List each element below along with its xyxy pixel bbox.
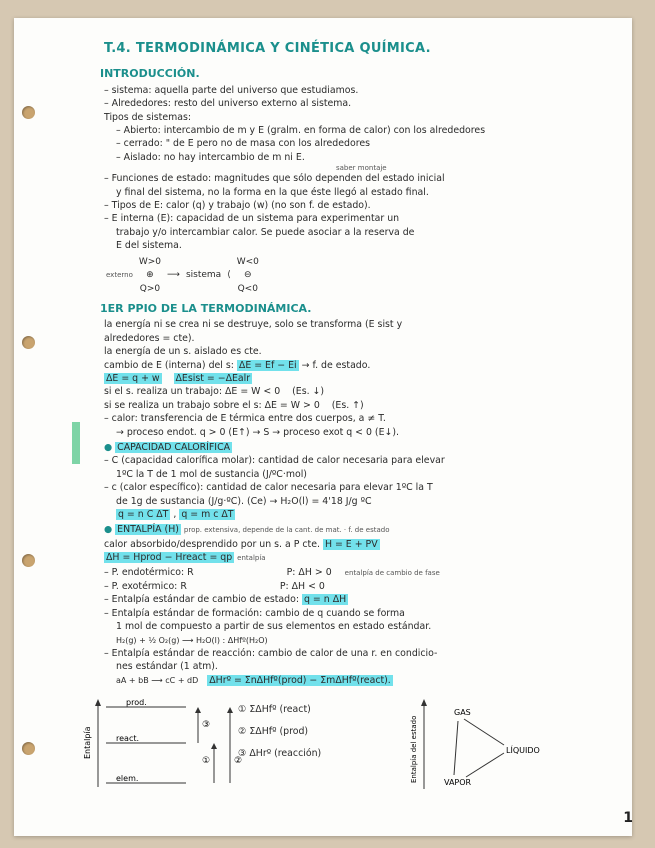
side-note: saber montaje	[336, 164, 387, 173]
note-line	[86, 580, 586, 593]
phase-liquid: LÍQUIDO	[506, 746, 540, 756]
note-text: → f. de estado.	[301, 359, 371, 371]
diagram-system: sistema	[185, 270, 222, 281]
diagram-output	[237, 256, 259, 296]
note-text: calor absorbido/desprendido por un s. a P cte.	[104, 538, 320, 550]
page-title: T.4. TERMODINÁMICA Y CINÉTICA QUÍMICA.	[104, 41, 431, 56]
note-line: – E interna (E): capacidad de un sistema para experimentar un	[104, 213, 400, 225]
highlight-formula: q = m c ΔT	[181, 509, 234, 520]
note-line: 1ºC la T de 1 mol de sustancia (J/ºC·mol)	[116, 468, 307, 480]
note-line	[86, 566, 586, 580]
note-line: y final del sistema, no la forma en la que éste llegó al estado final.	[116, 186, 429, 198]
side-note: entalpía	[237, 554, 266, 563]
note-line	[86, 372, 586, 385]
energy-exchange-diagram	[106, 256, 586, 296]
note-line: alrededores = cte).	[104, 332, 195, 344]
enthalpy-steps	[238, 699, 321, 765]
step-marker-2: ②	[234, 756, 243, 767]
axis-label: Entalpía	[83, 726, 92, 760]
step-marker-3: ③	[202, 720, 211, 731]
note-line: – Aislado: no hay intercambio de m ni E.	[116, 151, 305, 163]
note-line: ● CAPACIDAD CALORÍFICA	[104, 441, 231, 453]
step-marker-1: ①	[202, 756, 211, 767]
highlight-formula: ΔE = q + w	[106, 372, 160, 384]
highlight-formula: ΔH = Hprod − Hreact = qp	[106, 552, 233, 564]
note-text: – P. endotérmico: R	[104, 566, 194, 578]
step-line: ③ ΔHrº (reacción)	[238, 748, 322, 760]
note-line: – calor: transferencia de E térmica entre dos cuerpos, a ≠ T.	[104, 413, 386, 425]
level-label-react: react.	[116, 734, 140, 744]
highlight-formula: q = n ΔH	[304, 594, 347, 606]
note-line: – Alrededores: resto del universo externo al sistema.	[104, 98, 352, 110]
section-heading-first-law: 1ER PPIO DE LA TERMODINÁMICA.	[100, 301, 312, 315]
note-line: – Funciones de estado: magnitudes que sólo dependen del estado inicial	[104, 173, 445, 185]
note-line: la energía ni se crea ni se destruye, solo se transforma (E sist y	[104, 319, 403, 331]
note-text: cambio de E (interna) del s:	[104, 359, 234, 371]
minus-icon: ⊖	[244, 270, 252, 281]
diagram-input	[139, 256, 161, 296]
note-line	[86, 385, 586, 398]
binder-hole	[22, 554, 35, 567]
diagram-out-heat: Q<0	[237, 283, 258, 294]
note-line: E del sistema.	[116, 240, 182, 252]
phase-vapor: VAPOR	[444, 778, 472, 788]
note-line: Tipos de sistemas:	[104, 111, 192, 123]
diagram-left-label: externo	[106, 271, 133, 280]
enthalpy-diagrams	[83, 698, 586, 794]
page-number: 1	[623, 810, 633, 826]
arrow-split-icon: ⟨	[227, 270, 231, 281]
note-line	[86, 538, 586, 551]
note-line: → proceso endot. q > 0 (E↑) → S → proceso exot q < 0 (E↓).	[116, 426, 400, 438]
note-text: P: ΔH > 0	[286, 566, 332, 578]
note-line: – cerrado: " de E pero no de masa con los alrededores	[116, 138, 371, 150]
note-text: – Entalpía estándar de cambio de estado:	[104, 594, 300, 606]
note-line	[86, 399, 586, 412]
binder-hole	[22, 336, 35, 349]
note-line: ● ENTALPÍA (H) prop. extensiva, depende de la cant. de mat. · f. de estado	[104, 524, 390, 536]
side-note: prop. extensiva, depende de la cant. de mat. · f. de estado	[183, 526, 390, 535]
note-line	[86, 593, 586, 606]
note-line: – c (calor específico): cantidad de calor necesaria para elevar 1ºC la T	[104, 482, 433, 494]
diagram-in-heat: Q>0	[139, 283, 161, 294]
note-line: – Tipos de E: calor (q) y trabajo (w) (no son f. de estado).	[104, 200, 371, 212]
highlight-heading: ENTALPÍA (H)	[117, 524, 179, 536]
note-line: trabajo y/o intercambiar calor. Se puede asociar a la reserva de	[116, 226, 415, 238]
diagram-in-work: W>0	[138, 256, 162, 267]
step-line: ② ΣΔHfº (prod)	[238, 726, 309, 738]
note-line: de 1g de sustancia (J/g·ºC). (Ce) → H₂O(l) = 4'18 J/g ºC	[116, 495, 372, 507]
highlight-formula: ΔHrº = ΣnΔHfº(prod) − ΣmΔHfº(react).	[209, 674, 391, 686]
arrow-right-icon: ⟶	[167, 270, 180, 281]
note-text: P: ΔH < 0	[279, 581, 325, 593]
note-text: aA + bB ⟶ cC + dD	[116, 675, 199, 685]
plus-icon: ⊕	[146, 270, 154, 281]
highlight-formula: q = n C ΔT	[118, 509, 169, 520]
phase-change-diagram	[406, 693, 566, 793]
section-heading-intro: INTRODUCCIÓN.	[100, 67, 200, 81]
note-line	[86, 359, 586, 372]
note-line	[86, 551, 586, 565]
note-line: – C (capacidad calorífica molar): cantidad de calor necesaria para elevar	[104, 455, 445, 467]
note-line: q = n C ΔT , q = m c ΔT	[118, 509, 234, 520]
highlight-formula: ΔE = Ef − Ei	[238, 359, 297, 371]
note-line	[86, 674, 586, 687]
note-text: si el s. realiza un trabajo: ΔE = W < 0	[104, 386, 281, 398]
note-line: la energía de un s. aislado es cte.	[104, 346, 262, 358]
note-line: nes estándar (1 atm).	[116, 661, 218, 673]
highlight-formula: ΔEsist = −ΔEalr	[175, 372, 251, 384]
note-text: si se realiza un trabajo sobre el s: ΔE = W > 0	[104, 399, 320, 411]
note-text: (Es. ↑)	[331, 399, 364, 411]
highlight-heading: CAPACIDAD CALORÍFICA	[117, 441, 231, 453]
note-text: (Es. ↓)	[292, 386, 325, 398]
level-label-elem: elem.	[116, 774, 139, 784]
binder-hole	[22, 742, 35, 755]
note-line: H₂(g) + ½ O₂(g) ⟶ H₂O(l) : ΔHfº(H₂O)	[116, 635, 268, 645]
diagram-out-work: W<0	[236, 256, 259, 267]
level-label-prod: prod.	[126, 698, 147, 708]
note-line: 1 mol de compuesto a partir de sus elementos en estado estándar.	[116, 621, 432, 633]
highlight-formula: H = E + PV	[324, 538, 378, 550]
sticky-tab	[72, 422, 80, 464]
note-line: – sistema: aquella parte del universo que estudiamos.	[104, 84, 359, 96]
note-line: – Abierto: intercambio de m y E (gralm. en forma de calor) con los alrededores	[116, 125, 486, 137]
note-line: – Entalpía estándar de reacción: cambio de calor de una r. en condicio-	[104, 648, 438, 660]
note-line: – Entalpía estándar de formación: cambio de q cuando se forma	[104, 607, 405, 619]
step-line: ① ΣΔHfº (react)	[238, 704, 311, 716]
notes-content	[83, 41, 586, 794]
phase-gas: GAS	[454, 708, 471, 718]
binder-hole	[22, 106, 35, 119]
phase-axis-label: Entalpía del estado	[410, 715, 418, 784]
side-note: entalpía de cambio de fase	[344, 568, 440, 577]
note-text: – P. exotérmico: R	[104, 581, 187, 593]
